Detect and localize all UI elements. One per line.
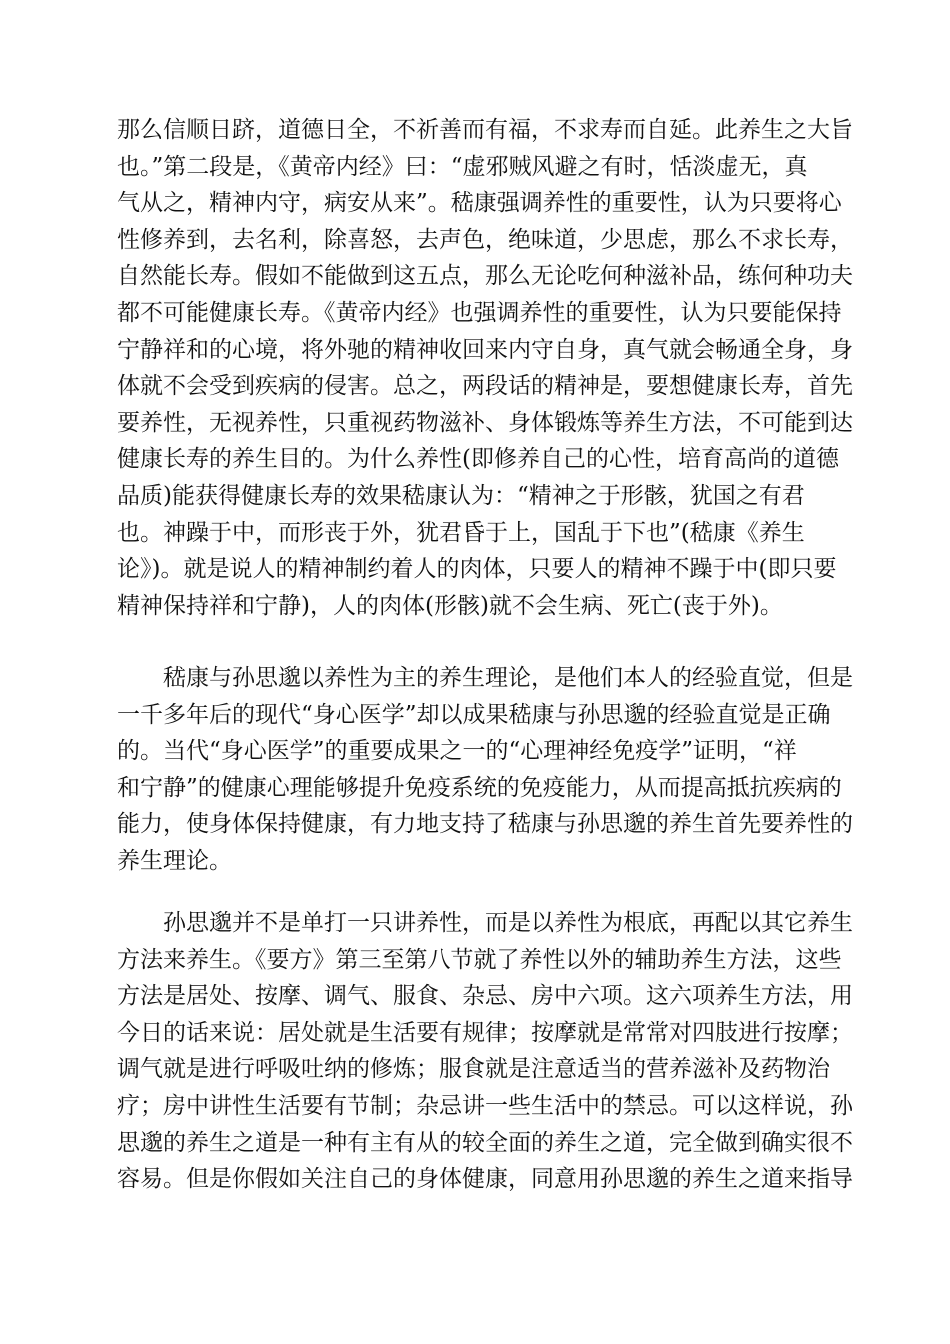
text-line: 要养性，无视养性，只重视药物滋补、身体锻炼等养生方法，不可能到达 <box>117 409 853 436</box>
text-line: 品质)能获得健康长寿的效果嵇康认为：“精神之于形骸，犹国之有君 <box>117 482 805 509</box>
text-line: 能力，使身体保持健康，有力地支持了嵇康与孙思邈的养生首先要养性的 <box>117 811 853 838</box>
text-line: 也。神躁于中，而形丧于外，犹君昏于上，国乱于下也”(嵇康《养生 <box>117 519 805 546</box>
text-line: 容易。但是你假如关注自己的身体健康，同意用孙思邈的养生之道来指导 <box>117 1166 853 1193</box>
text-line: 思邈的养生之道是一种有主有从的较全面的养生之道，完全做到确实很不 <box>117 1129 853 1156</box>
text-line: 和宁静”的健康心理能够提升免疫系统的免疫能力，从而提高抵抗疾病的 <box>117 774 842 801</box>
paragraph-1 <box>117 112 877 624</box>
text-line: 体就不会受到疾病的侵害。总之，两段话的精神是，要想健康长寿，首先 <box>117 373 853 400</box>
paragraph-3 <box>117 905 877 1198</box>
text-line: 方法来养生。《要方》第三至第八节就了养性以外的辅助养生方法，这些 <box>117 946 842 973</box>
text-line: 一千多年后的现代“身心医学”却以成果嵇康与孙思邈的经验直觉是正确 <box>117 701 831 728</box>
text-line: 疗；房中讲性生活要有节制；杂忌讲一些生活中的禁忌。可以这样说，孙 <box>117 1092 853 1119</box>
text-line: 的。当代“身心医学”的重要成果之一的“心理神经免疫学”证明，“祥 <box>117 738 797 765</box>
text-line: 宁静祥和的心境，将外驰的精神收回来内守自身，真气就会畅通全身，身 <box>117 336 853 363</box>
text-line: 孙思邈并不是单打一只讲养性，而是以养性为根底，再配以其它养生 <box>163 910 853 936</box>
text-line: 嵇康与孙思邈以养性为主的养生理论，是他们本人的经验直觉，但是 <box>163 665 853 691</box>
text-line: 性修养到，去名利，除喜怒，去声色，绝味道，少思虑，那么不求长寿， <box>117 226 853 253</box>
text-line: 健康长寿的养生目的。为什么养性(即修养自己的心性，培育高尚的道德 <box>117 446 839 473</box>
text-line: 调气就是进行呼吸吐纳的修炼；服食就是注意适当的营养滋补及药物治 <box>117 1056 830 1083</box>
text-line: 方法是居处、按摩、调气、服食、杂忌、房中六项。这六项养生方法，用 <box>117 983 853 1010</box>
text-line: 论》)。就是说人的精神制约着人的肉体，只要人的精神不躁于中(即只要 <box>117 556 837 583</box>
text-line: 那么信顺日跻，道德日全，不祈善而有福，不求寿而自延。此养生之大旨 <box>117 117 853 143</box>
text-line: 今日的话来说：居处就是生活要有规律；按摩就是常常对四肢进行按摩； <box>117 1019 853 1046</box>
paragraph-2 <box>117 660 877 880</box>
text-line: 都不可能健康长寿。《黄帝内经》也强调养性的重要性，认为只要能保持 <box>117 299 842 326</box>
text-line: 气从之，精神内守，病安从来”。嵇康强调养性的重要性，认为只要将心 <box>117 190 842 217</box>
text-line: 精神保持祥和宁静)，人的肉体(形骸)就不会生病、死亡(丧于外)。 <box>117 592 783 619</box>
text-line: 自然能长寿。假如不能做到这五点，那么无论吃何种滋补品，练何种功夫 <box>117 263 853 290</box>
text-line: 养生理论。 <box>117 847 232 874</box>
text-line: 也。”第二段是，《黄帝内经》曰：“虚邪贼风避之有时，恬淡虚无，真 <box>117 153 808 180</box>
